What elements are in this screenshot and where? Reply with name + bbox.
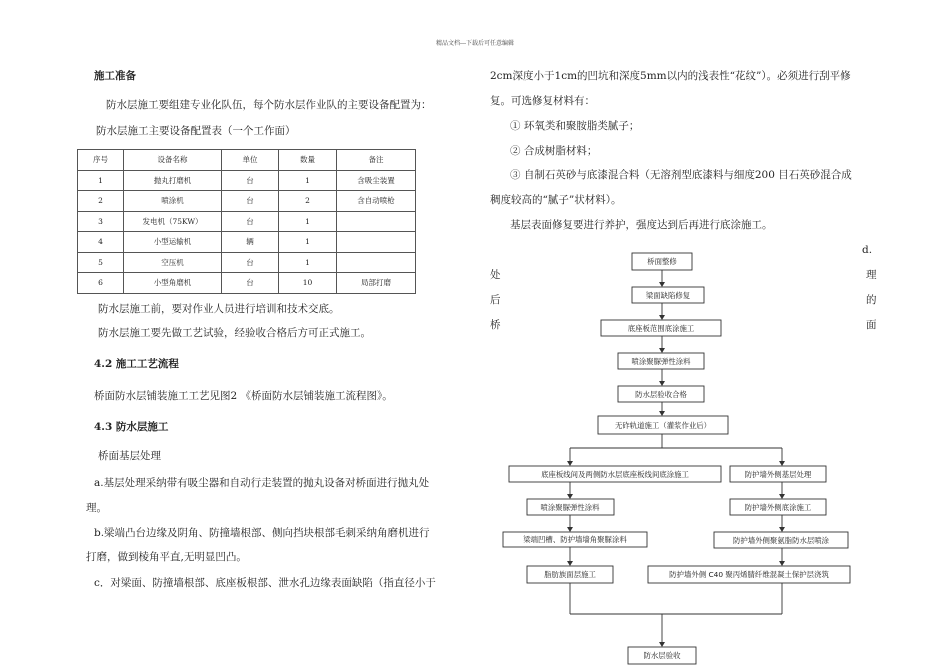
option-3-line1: ③ 自制石英砂与底漆混合料（无溶剂型底漆料与细度200 目石英砂混合成 [510,169,852,181]
paragraph-flow-ref: 桥面防水层铺装施工工艺见图2 《桥面防水层铺装施工流程图》。 [94,390,393,402]
paragraph-defects-line1: 2cm深度小于1cm的凹坑和深度5mm以内的浅表性“花纹”）。必须进行刮平修 [490,70,851,82]
item-d-right-char: 理 [866,269,877,281]
table-cell: 辆 [222,232,279,253]
table-cell: 含自动喷枪 [337,191,416,212]
heading-4-2: 4.2 施工工艺流程 [94,358,179,370]
table-caption: 防水层施工主要设备配置表（一个工作面） [96,125,296,137]
option-2: ② 合成树脂材料； [510,145,598,157]
option-3-line2: 稠度较高的“腻子”状材料）。 [490,194,622,206]
item-d-label: d. [862,244,873,256]
item-c-line1: c．对梁面、防撞墙根部、底座板根部、泄水孔边缘表面缺陷（指直径小于 [94,577,436,589]
table-cell: 4 [78,232,124,253]
subheading-base: 桥面基层处理 [98,450,161,462]
heading-4-3: 4.3 防水层施工 [94,421,169,433]
table-cell: 抛丸打磨机 [124,170,222,191]
table-header-cell: 设备名称 [124,150,222,171]
flow-step-bridge-deck-repair [632,253,692,270]
item-b-line1: b.梁端凸台边缘及阴角、防撞墙根部、侧向挡块根部毛刺采纳角磨机进行 [94,527,430,539]
flow-step-ballastless-track [598,416,728,434]
flow-step-label: 防水层验收合格 [635,390,687,399]
table-cell: 10 [279,273,337,294]
table-cell: 台 [222,252,279,273]
flow-step-label: 喷涂聚脲弹性涂料 [540,503,600,512]
flow-step-polyurea-spray [618,353,704,369]
table-header-cell: 单位 [222,150,279,171]
item-a-line1: a.基层处理采纳带有吸尘器和自动行走装置的抛丸设备对桥面进行抛丸处 [94,477,430,489]
item-b-line2: 打磨，做到棱角平直,无明显凹凸。 [86,551,247,563]
flow-step-inter-line-primer [509,466,721,482]
flow-step-label: 防水层验收 [643,651,681,660]
table-cell: 局部打磨 [337,273,416,294]
flow-step-label: 防护墙外侧底涂施工 [744,503,812,512]
flow-step-base-plate-primer [601,320,721,336]
page-header: 精品文档---下载后可任意编辑 [435,40,515,47]
paragraph-defects-line2: 复。可选修复材料有： [490,95,595,107]
flow-step-label: 防护墙外侧 C40 聚丙烯腈纤维混凝土保护层浇筑 [669,570,829,579]
flow-step-label: 梁面缺陷修复 [645,291,691,300]
flow-step-groove-corner-polyurea [503,532,647,547]
option-1: ① 环氧类和聚胺脂类腻子； [510,120,640,132]
table-cell: 1 [279,232,337,253]
flow-step-label: 脂肪族面层施工 [544,570,596,579]
table-cell: 台 [222,191,279,212]
table-cell: 1 [78,170,124,191]
table-header-cell: 数量 [279,150,337,171]
flow-step-label: 防护墙外侧聚氨脂防水层喷涂 [732,536,830,545]
table-cell: 发电机（75KW） [124,211,222,232]
flow-step-beam-defect-repair [632,287,704,303]
table-cell: 6 [78,273,124,294]
paragraph-team: 防水层施工要组建专业化队伍，每个防水层作业队的主要设备配置为： [106,99,432,111]
table-cell: 小型运输机 [124,232,222,253]
table-cell: 5 [78,252,124,273]
flow-step-wall-concrete-cover [648,566,850,583]
table-cell: 台 [222,273,279,294]
table-cell: 含吸尘装置 [337,170,416,191]
flow-step-label: 梁端凹槽、防护墙墙角聚脲涂料 [523,535,627,544]
table-header-cell: 序号 [78,150,124,171]
flow-step-wall-primer [730,499,826,515]
item-a-line2: 理。 [86,502,107,514]
table-cell: 小型角磨机 [124,273,222,294]
flow-step-wall-polyurethane [714,532,848,548]
paragraph-trial: 防水层施工要先做工艺试验，经验收合格后方可正式施工。 [98,327,371,339]
paragraph-curing: 基层表面修复要进行养护，强度达到后再进行底涂施工。 [510,219,773,231]
flow-step-aliphatic-topcoat [527,566,613,583]
flow-step-final-acceptance [628,647,696,664]
table-cell: 台 [222,211,279,232]
flow-step-label: 底座板范围底涂施工 [627,324,695,333]
item-d-right-char: 面 [866,319,877,331]
flow-step-polyurea-spray-left [527,499,614,515]
item-d-left-char: 桥 [490,319,501,331]
flow-step-label: 无砟轨道施工（灌浆作业后） [614,421,712,430]
item-d-left-char: 处 [490,269,501,281]
paragraph-training: 防水层施工前，要对作业人员进行培训和技术交底。 [98,303,340,315]
table-cell: 喷涂机 [124,191,222,212]
heading-preparation: 施工准备 [94,70,136,82]
table-cell: 3 [78,211,124,232]
flow-step-label: 喷涂聚脲弹性涂料 [631,357,691,366]
flow-step-acceptance-passed [618,386,704,402]
table-cell: 台 [222,170,279,191]
flow-step-label: 防护墙外侧基层处理 [744,470,812,479]
table-cell: 2 [279,191,337,212]
table-cell: 2 [78,191,124,212]
flow-step-label: 桥面整修 [647,257,677,266]
flow-step-wall-base-treatment [730,466,826,482]
table-cell: 1 [279,170,337,191]
item-d-left-char: 后 [490,294,501,306]
item-d-right-char: 的 [866,294,877,306]
table-cell: 1 [279,252,337,273]
flow-step-label: 底座板线间及两侧防水层底座板线间底涂施工 [541,470,689,479]
table-header-cell: 备注 [337,150,416,171]
table-cell: 空压机 [124,252,222,273]
table-cell: 1 [279,211,337,232]
